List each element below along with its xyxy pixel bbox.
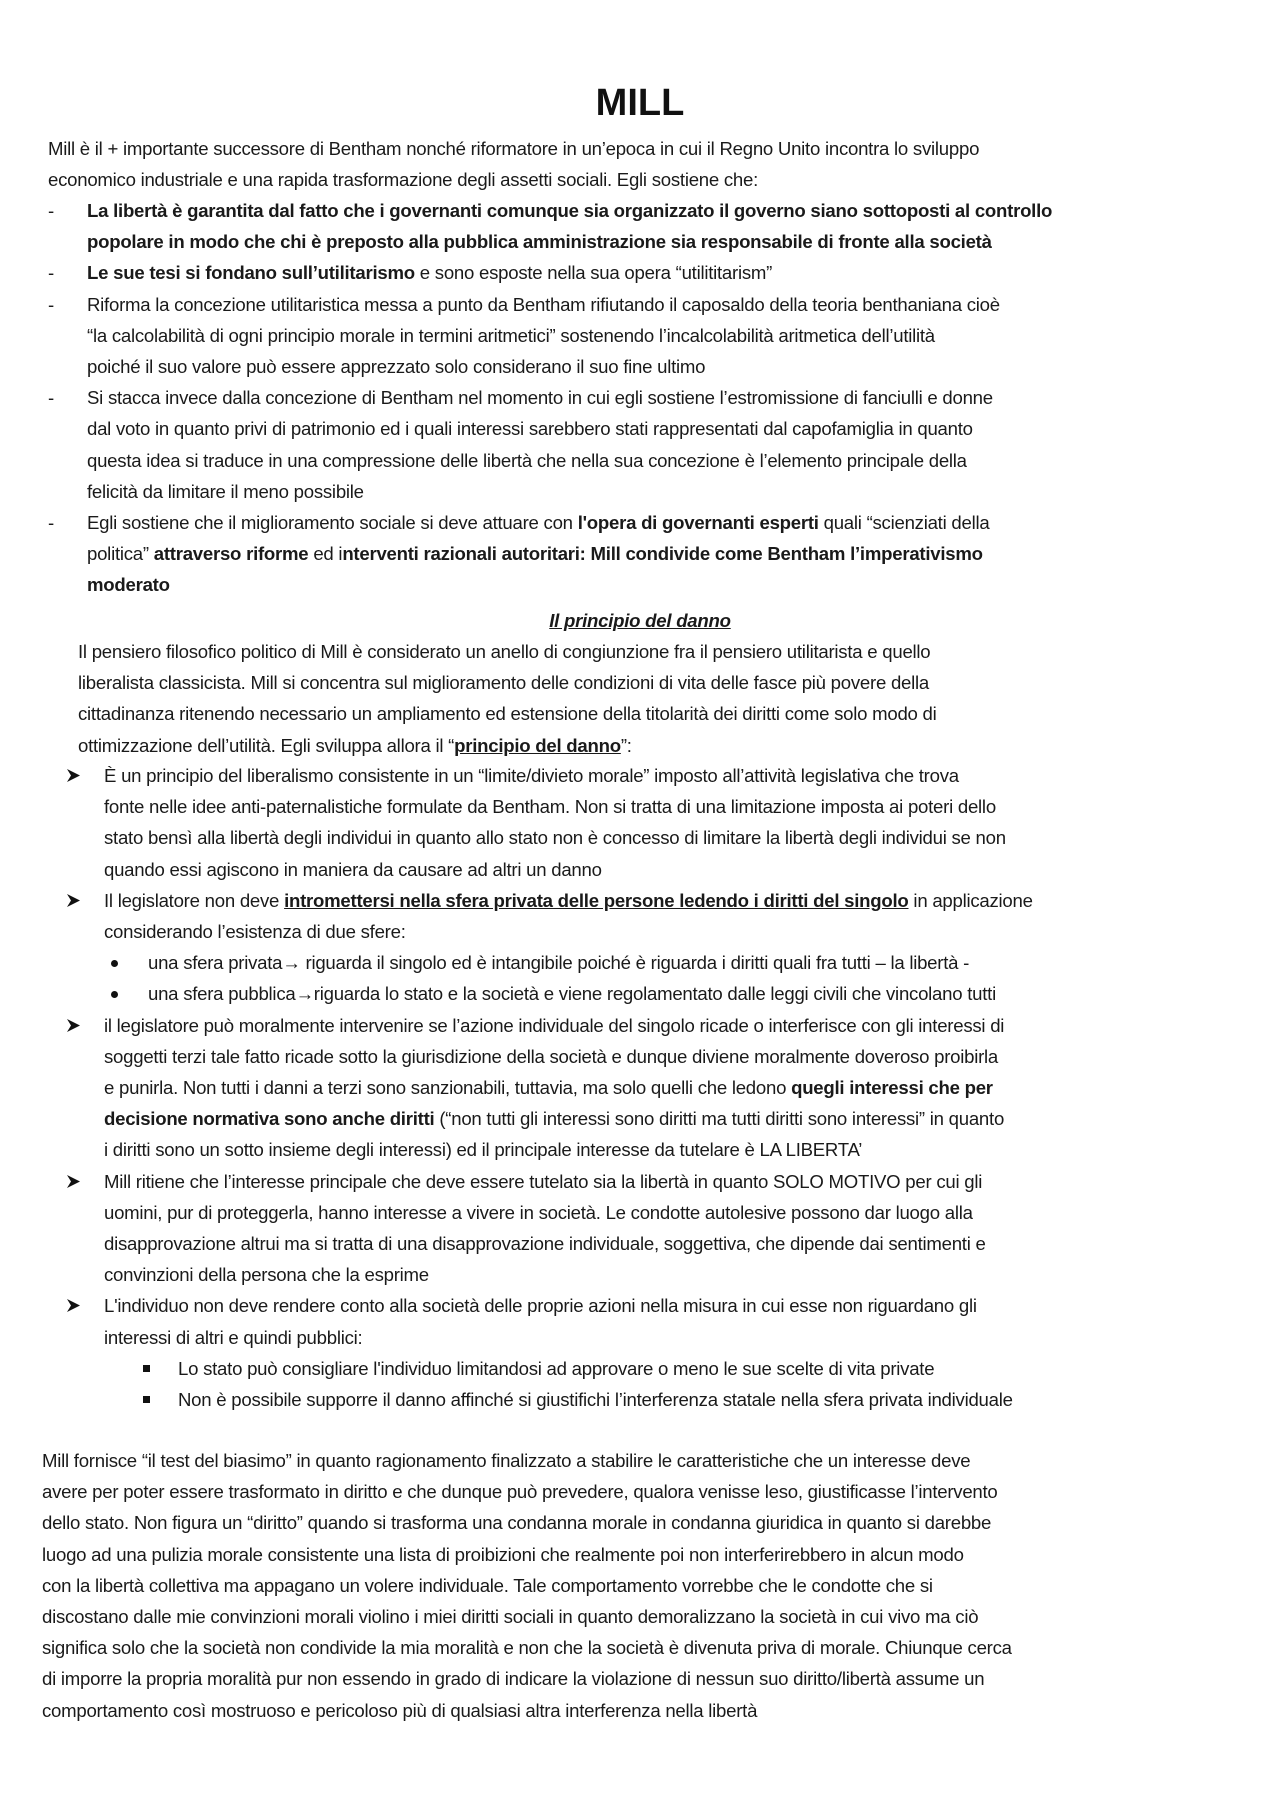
text-run: stato bensì alla libertà degli individui in quanto allo stato non è concesso di limitare la libertà degli individui se non [104,827,1006,849]
text-line: Mill è il + importante successore di Bentham nonché riformatore in un’epoca in cui il Regno Unito incontra lo sviluppo [48,138,980,159]
text-line: avere per poter essere trasformato in diritto e che dunque può prevedere, qualora venisse leso, giustificasse l’intervento [42,1481,998,1503]
text-run: felicità da limitare il meno possibile [87,480,364,502]
text-line [78,636,1258,667]
section-paragraph [78,636,1258,761]
dash-list-item [48,195,1258,257]
arrowhead-bullet-icon [66,1290,81,1313]
dash-bullet: - [48,387,54,409]
text-run: fonte nelle idee anti-paternalistiche formulate da Bentham. Non si tratta di una limitazione imposta ai poteri dello [104,796,996,818]
text-line [104,1197,1266,1228]
arrow-list-item [66,1166,1266,1291]
dash-list-item [48,257,1258,288]
dot-sub-item [104,978,1266,1009]
text-run: ottimizzazione dell’utilità. Egli sviluppa allora il “ [78,734,455,756]
text-run: attraverso riforme [153,543,309,565]
section-heading-text: Il principio del danno [549,610,731,631]
text-line [104,1041,1266,1072]
text-line: con la libertà collettiva ma appagano un volere individuale. Tale comportamento vorrebbe che le condotte che si [42,1574,933,1596]
text-run: ed i [308,543,343,565]
text-line [87,413,1258,444]
text-run: Il pensiero filosofico politico di Mill è considerato un anello di congiunzione fra il pensiero utilitarista e quello [78,641,931,662]
arrowhead-bullet-icon [66,1166,81,1189]
text-line [87,445,1258,476]
text-line [78,698,1258,729]
text-line [104,1322,1266,1353]
sub-item-text: una sfera privata→ riguarda il singolo ed è intangibile poiché è riguarda i diritti quali fra tutti – la libertà - [148,952,970,974]
text-line: Mill fornisce “il test del biasimo” in quanto ragionamento finalizzato a stabilire le caratteristiche che un interesse deve [42,1450,971,1471]
text-run: moderato [87,574,170,596]
text-line [87,257,1258,288]
text-run: decisione normativa sono anche diritti [104,1108,435,1130]
text-line: luogo ad una pulizia morale consistente una lista di proibizioni che realmente poi non interferirebbero in alcun modo [42,1543,964,1565]
text-run: cittadinanza ritenendo necessario un ampliamento ed estensione della titolarità dei diritti come solo modo di [78,703,937,725]
text-line: economico industriale e una rapida trasformazione degli assetti sociali. Egli sostiene che: [48,169,759,191]
text-line [87,351,1258,382]
dash-list [48,195,1258,601]
text-run: in applicazione [908,889,1033,911]
arrow-list-item [66,1010,1266,1166]
text-line [87,226,1258,257]
text-run: e sono esposte nella sua opera “utilititarism” [414,262,773,284]
sub-item-text: una sfera pubblica→riguarda lo stato e la società e viene regolamentato dalle leggi civili che vincolano tutti [148,983,996,1005]
text-run: disapprovazione altrui ma si tratta di una disapprovazione individuale, soggettiva, che dipende dai sentimenti e [104,1233,986,1255]
text-run: (“non tutti gli interessi sono diritti ma tutti diritti sono interessi” in quanto [434,1108,1005,1130]
text-run: interessi di altri e quindi pubblici: [104,1326,363,1348]
text-run: principio del danno [454,734,621,756]
text-line: comportamento così mostruoso e pericoloso più di qualsiasi altra interferenza nella libertà [42,1699,758,1721]
text-run: L'individuo non deve rendere conto alla società delle proprie azioni nella misura in cui esse non riguardano gli [104,1295,977,1317]
text-run: quegli interessi che per [791,1077,993,1099]
arrowhead-bullet-icon [66,1010,81,1033]
text-line [104,854,1266,885]
round-bullet-icon [111,960,118,967]
text-line [87,569,1258,600]
square-sub-item [104,1353,1266,1384]
text-line: di imporre la propria moralità pur non essendo in grado di indicare la violazione di nessun suo diritto/libertà assume un [42,1668,985,1690]
text-line [87,195,1258,226]
arrowhead-bullet-icon [66,760,81,783]
round-bullet-icon [111,991,118,998]
sub-item-text: Non è possibile supporre il danno affinché si giustifichi l’interferenza statale nella sfera privata individuale [178,1389,1013,1411]
text-line [87,289,1258,320]
dash-bullet: - [48,293,54,315]
text-line: dello stato. Non figura un “diritto” quando si trasforma una condanna morale in condanna giuridica in quanto si darebbe [42,1512,992,1534]
arrow-list-item [66,760,1266,885]
arrow-list-item [66,885,1266,1010]
text-run: uomini, pur di proteggerla, hanno interesse a vivere in società. Le condotte autolesive possono dar luogo alla [104,1201,973,1223]
text-line [104,1259,1266,1290]
text-run: intromettersi nella sfera privata delle persone ledendo i diritti del singolo [284,889,909,911]
text-run: Egli sostiene che il miglioramento sociale si deve attuare con [87,512,578,534]
dot-sub-item [104,947,1266,978]
text-run: Riforma la concezione utilitaristica messa a punto da Bentham rifiutando il caposaldo della teoria benthaniana cioè [87,293,1000,315]
dash-bullet: - [48,512,54,534]
text-line [87,507,1258,538]
text-run: i diritti sono un sotto insieme degli interessi) ed il principale interesse da tutelare è LA LIBERTA’ [104,1139,863,1161]
text-line [104,760,1266,791]
closing-paragraph [42,1445,1262,1726]
page-title: MILL [595,82,685,124]
text-line [104,1072,1266,1103]
text-line [104,822,1266,853]
intro-paragraph [48,133,1248,195]
text-line: significa solo che la società non condivide la mia moralità e non che la società è divenuta priva di morale. Chiunque cerca [42,1637,1012,1659]
text-run: ”: [620,734,632,756]
text-run: La libertà è garantita dal fatto che i governanti comunque sia organizzato il governo siano sottoposti al controllo [87,200,1053,221]
text-line [104,885,1266,916]
text-run: È un principio del liberalismo consistente in un “limite/divieto morale” imposto all’attività legislativa che trova [104,765,959,786]
text-line [87,320,1258,351]
dash-bullet: - [48,200,54,221]
dash-list-item [48,507,1258,601]
sub-item-text: Lo stato può consigliare l'individuo limitandosi ad approvare o meno le sue scelte di vita private [178,1357,935,1379]
text-run: e punirla. Non tutti i danni a terzi sono sanzionabili, tuttavia, ma solo quelli che ledono [104,1077,792,1099]
text-run: popolare in modo che chi è preposto alla pubblica amministrazione sia responsabile di fronte alla società [87,231,992,253]
text-run: questa idea si traduce in una compressione delle libertà che nella sua concezione è l’elemento principale della [87,449,967,471]
text-run: dal voto in quanto privi di patrimonio ed i quali interessi sarebbero stati rappresentati dal capofamiglia in quanto [87,418,973,440]
text-line [78,667,1258,698]
text-run: Mill ritiene che l’interesse principale che deve essere tutelato sia la libertà in quanto SOLO MOTIVO per cui gli [104,1170,983,1192]
text-run: il legislatore può moralmente intervenire se l’azione individuale del singolo ricade o interferisce con gli interessi di [104,1014,1005,1036]
text-run: soggetti terzi tale fatto ricade sotto la giurisdizione della società e dunque diviene moralmente doveroso proibirla [104,1045,998,1067]
text-run: quali “scienziati della [818,512,990,534]
arrowhead-bullet-icon [66,885,81,908]
text-line [87,538,1258,569]
text-run: liberalista classicista. Mill si concentra sul miglioramento delle condizioni di vita delle fasce più povere della [78,672,929,694]
text-run: politica” [87,543,154,565]
text-run: Il legislatore non deve [104,889,285,911]
text-line [104,1166,1266,1197]
text-run: poiché il suo valore può essere apprezzato solo considerano il suo fine ultimo [87,356,706,378]
text-line [104,916,1266,947]
text-line: discostano dalle mie convinzioni morali violino i miei diritti sociali in quanto demoralizzano la società in cui vivo ma ciò [42,1606,979,1628]
text-line [78,730,1258,761]
text-line [87,382,1258,413]
text-line [104,1010,1266,1041]
square-sub-item [104,1384,1266,1415]
dash-list-item [48,289,1258,383]
text-run: “la calcolabilità di ogni principio morale in termini aritmetici” sostenendo l’incalcolabilità aritmetica dell’utilità [87,324,935,346]
text-run: quando essi agiscono in maniera da causare ad altri un danno [104,858,602,880]
text-line [104,1134,1266,1165]
text-run: nterventi razionali autoritari: Mill condivide come Bentham l’imperativismo [342,543,983,565]
dash-list-item [48,382,1258,507]
text-line [104,1290,1266,1321]
text-line [87,476,1258,507]
section-heading [0,605,1280,636]
arrow-list [66,760,1266,1415]
square-bullet-icon [143,1365,150,1372]
text-line [104,791,1266,822]
text-run: Si stacca invece dalla concezione di Bentham nel momento in cui egli sostiene l’estromissione di fanciulli e donne [87,387,993,409]
text-line [104,1103,1266,1134]
text-run: Le sue tesi si fondano sull’utilitarismo [87,262,415,284]
text-run: l'opera di governanti esperti [577,512,819,534]
arrow-list-item [66,1290,1266,1415]
text-run: considerando l’esistenza di due sfere: [104,921,406,943]
square-bullet-icon [143,1396,150,1403]
text-run: convinzioni della persona che la esprime [104,1264,429,1286]
text-line [104,1228,1266,1259]
dash-bullet: - [48,262,54,284]
